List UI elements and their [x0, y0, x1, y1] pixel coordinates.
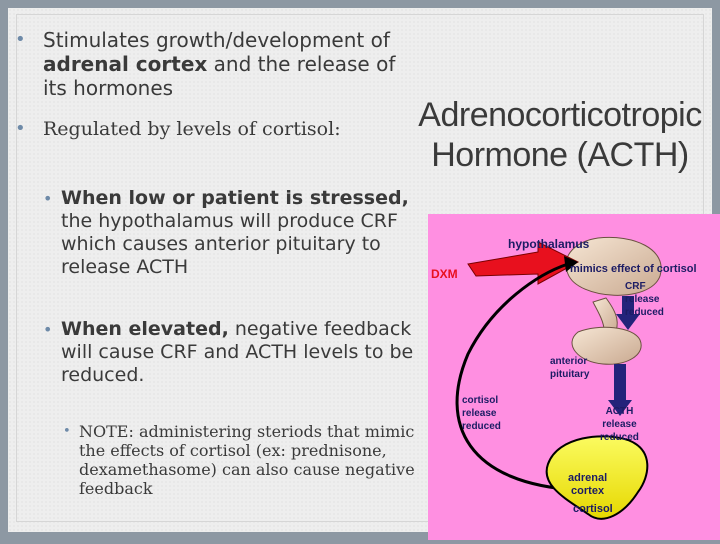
bullet-dot: • — [15, 29, 26, 50]
label-hypothalamus: hypothalamus — [508, 237, 590, 251]
bullet-dot: • — [43, 189, 53, 208]
label-anterior-pituitary: anterior pituitary — [550, 356, 590, 380]
label-acth-release: ACTH release reduced — [600, 406, 639, 443]
slide-title: Adrenocorticotropic Hormone (ACTH) — [418, 96, 702, 174]
note-text: NOTE: administering steriods that mimic the effects of cortisol (ex: prednisone, dexamethasome) can also cause negative feedback — [79, 422, 415, 498]
bullet-dot: • — [15, 118, 26, 139]
label-adrenal-cortex: adrenal cortex — [568, 472, 608, 497]
bullet-regulated-text: Regulated by levels of cortisol: — [43, 118, 341, 140]
label-cortisol-release: cortisol release reduced — [462, 395, 501, 432]
label-crf: CRF release reduced — [625, 281, 664, 318]
label-mimics: mimics effect of cortisol — [570, 263, 697, 275]
bullet-dot: • — [43, 320, 53, 339]
bullet-adrenal-text: Stimulates growth/development of adrenal cortex and the release of its hormones — [43, 28, 396, 100]
acth-feedback-diagram — [428, 214, 720, 540]
label-dxm: DXM — [431, 267, 458, 281]
bullet-dot: • — [63, 424, 71, 439]
label-cortisol: cortisol — [573, 503, 613, 515]
